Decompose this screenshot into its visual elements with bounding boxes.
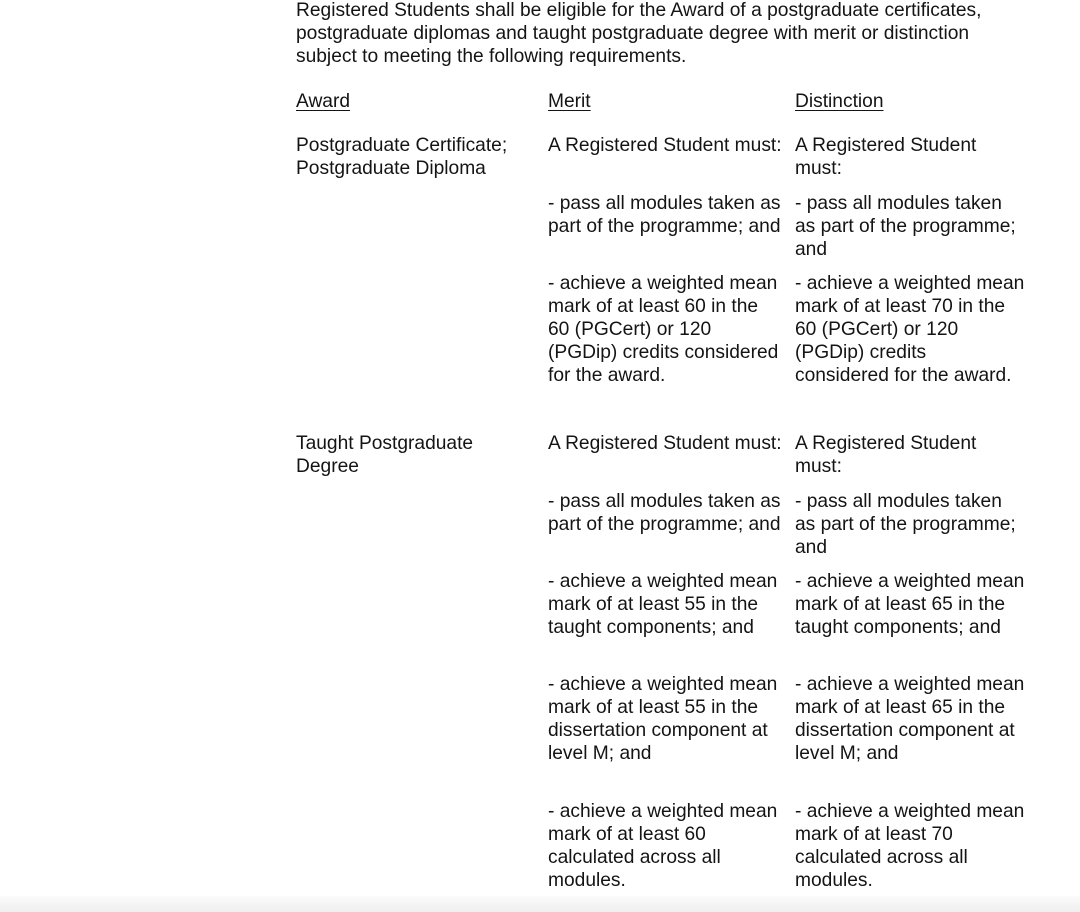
distinction-pgcert-clause-3: - achieve a weighted mean mark of at least 70 in the 60 (PGCert) or 120 (PGDip) credits considered for the award. (795, 273, 1025, 386)
merit-pgcert-clause-2: - pass all modules taken as part of the programme; and (548, 193, 781, 237)
distinction-degree-clause-5: - achieve a weighted mean mark of at least 70 calculated across all modules. (795, 801, 1025, 891)
merit-pgcert-clause-1: A Registered Student must: (548, 135, 782, 156)
merit-degree-clause-3: - achieve a weighted mean mark of at least 55 in the taught components; and (548, 571, 778, 638)
merit-pgcert-clause-3: - achieve a weighted mean mark of at least 60 in the 60 (PGCert) or 120 (PGDip) credits considered for the award. (548, 273, 779, 386)
merit-degree-clause-1: A Registered Student must: (548, 433, 782, 454)
distinction-degree-clause-1: A Registered Student must: (795, 433, 977, 477)
merit-degree-clause-5: - achieve a weighted mean mark of at least 60 calculated across all modules. (548, 801, 778, 891)
header-merit: Merit (548, 91, 591, 112)
award-name-taught-degree: Taught Postgraduate Degree (296, 433, 474, 477)
distinction-pgcert-clause-2: - pass all modules taken as part of the programme; and (795, 193, 1016, 260)
award-name-pgcert-pgdip: Postgraduate Certificate; Postgraduate Diploma (296, 135, 508, 179)
distinction-degree-clause-2: - pass all modules taken as part of the programme; and (795, 491, 1016, 558)
intro-paragraph: Registered Students shall be eligible for the Award of a postgraduate certificates, postgraduate diplomas and taught postgraduate degree with merit or distinction subject to meeting the following requirements. (296, 0, 982, 67)
header-distinction: Distinction (795, 91, 884, 112)
merit-degree-clause-4: - achieve a weighted mean mark of at least 55 in the dissertation component at level M; and (548, 674, 778, 764)
distinction-degree-clause-3: - achieve a weighted mean mark of at least 65 in the taught components; and (795, 571, 1025, 638)
distinction-degree-clause-4: - achieve a weighted mean mark of at least 65 in the dissertation component at level M; and (795, 674, 1025, 764)
page-bottom-edge (0, 896, 1080, 912)
distinction-pgcert-clause-1: A Registered Student must: (795, 135, 977, 179)
header-award: Award (296, 91, 351, 112)
merit-degree-clause-2: - pass all modules taken as part of the programme; and (548, 491, 781, 535)
